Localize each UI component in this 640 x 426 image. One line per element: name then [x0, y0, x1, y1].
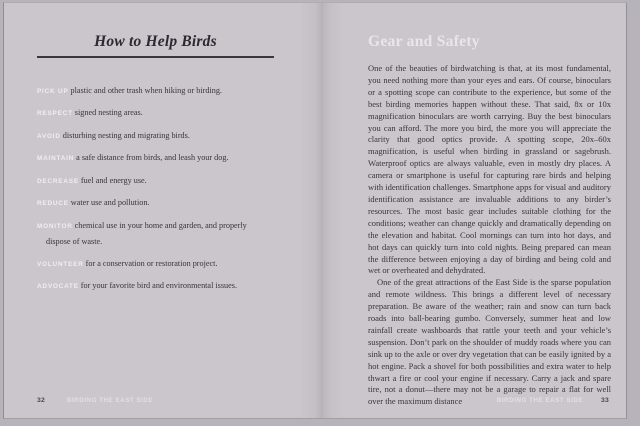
- action-lead: PICK UP: [37, 87, 69, 95]
- action-lead: DECREASE: [37, 177, 79, 185]
- page-number: 33: [601, 397, 609, 404]
- action-text: water use and pollution.: [70, 198, 150, 207]
- action-text: a safe distance from birds, and leash your dog.: [76, 153, 229, 162]
- action-lead: RESPECT: [37, 110, 73, 117]
- list-item: [37, 83, 267, 100]
- page-number: 32: [37, 397, 45, 404]
- body-paragraph: One of the beauties of birdwatching is that, at its most fundamental, you need nothing more than your eyes and ears. Of course, binoculars or a spotting scope can contribute to the experience, but some of the best birding memories happen without these. That said, 8x or 10x magnification binoculars are worth carrying. Buy the best binoculars you can afford. The more you bird, the more you will appreciate the clarity that good optics provide. A spotting scope, 20x–60x magnification, is useful when birding in grassland or sagebrush. Waterproof optics are always valuable, even in mostly dry places. A camera or smartphone is useful for capturing rare birds and helping with identification challenges. Smartphone apps for visual and auditory identification assistance are invaluable additions to any birder’s resources. The most basic gear includes suitable clothing for the conditions; weather can change quickly and dramatically depending on the elevation and habitat. Cool mornings can turn into hot days, and hot days can quickly turn into cold nights. Being prepared can mean the difference between enjoying a day of birding and being cold and wet or overheated and dehydrated.: [368, 63, 611, 276]
- action-lead: VOLUNTEER: [37, 260, 84, 268]
- help-list: [37, 83, 267, 295]
- left-page-footer: [37, 397, 153, 404]
- right-page-title: Gear and Safety: [368, 33, 480, 50]
- action-lead: ADVOCATE: [37, 283, 79, 290]
- list-item: [37, 195, 267, 212]
- list-item: [37, 256, 267, 273]
- action-lead: AVOID: [37, 132, 61, 140]
- right-page-footer: [497, 397, 609, 404]
- action-lead: REDUCE: [37, 200, 69, 207]
- list-item: [37, 173, 267, 190]
- list-item: [37, 278, 267, 295]
- action-text: plastic and other trash when hiking or birding.: [70, 85, 222, 95]
- running-title: BIRDING THE EAST SIDE: [66, 397, 154, 404]
- action-lead: MONITOR: [37, 222, 73, 230]
- list-item: [37, 128, 267, 145]
- book-spread: [3, 2, 627, 419]
- list-item: [37, 218, 267, 250]
- title-rule: [37, 56, 274, 58]
- list-item: [37, 105, 267, 122]
- action-text: disturbing nesting and migrating birds.: [62, 130, 190, 140]
- action-text: fuel and energy use.: [80, 175, 147, 185]
- action-text: chemical use in your home and garden, and properly dispose of waste.: [46, 220, 247, 246]
- action-lead: MAINTAIN: [37, 155, 75, 162]
- action-text: for your favorite bird and environmental issues.: [80, 281, 237, 290]
- body-copy: [368, 63, 611, 415]
- action-text: signed nesting areas.: [74, 108, 143, 117]
- right-page: [320, 3, 627, 418]
- action-text: for a conservation or restoration project.: [85, 258, 218, 268]
- list-item: [37, 150, 267, 167]
- left-page: [4, 3, 320, 418]
- body-paragraph: One of the great attractions of the East Side is the sparse population and remote wildness. This brings a different level of necessary preparation. Be aware of the weather; rain and snow can turn back roads into ball-bearing gumbo. Conversely, summer heat and low rainfall create washboards that rattle your teeth and your vehicle’s suspension. Don’t park on the shoulder of muddy roads where you can sink up to the axle or over dry vegetation that can be easily ignited by a hot engine. Pack a shovel for both possibilities and extra water to help thwart a fire or cool your engine if necessary. Carry a jack and spare tire, not a donut—there may not be a garage to repair a flat for well over the maximum distance: [368, 277, 611, 407]
- left-page-title: How to Help Birds: [94, 33, 217, 50]
- running-title: BIRDING THE EAST SIDE: [496, 397, 584, 404]
